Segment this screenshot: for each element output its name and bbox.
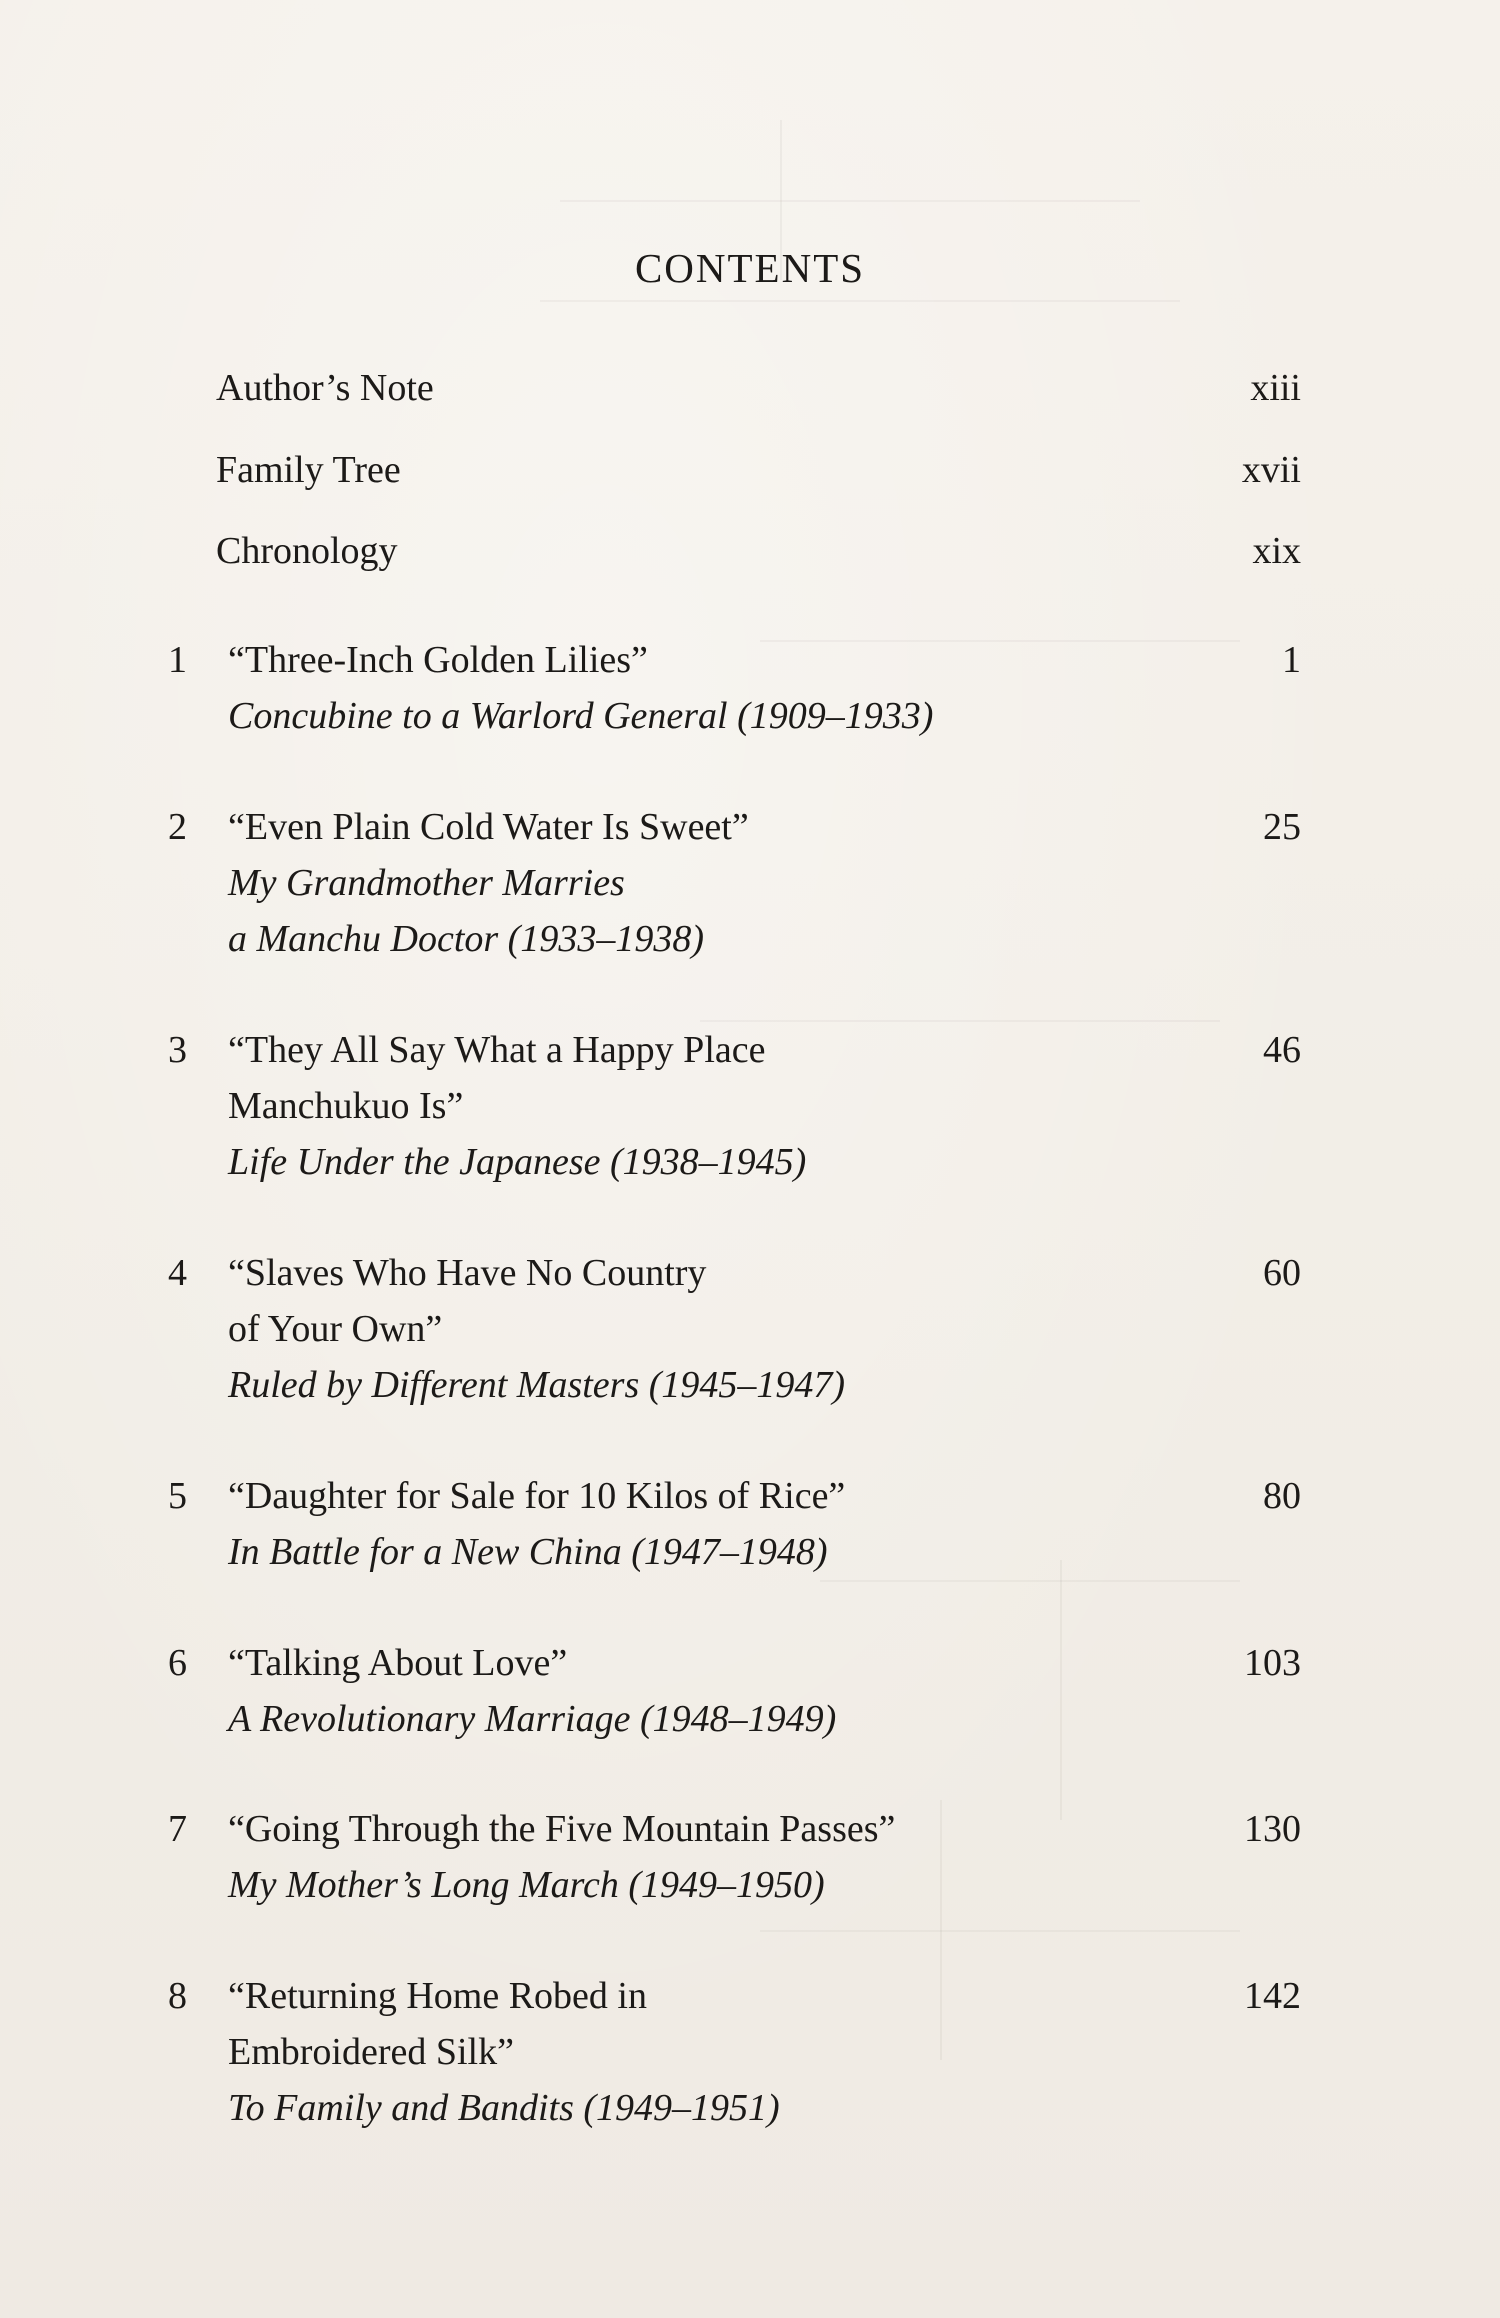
- chapter-page: 1: [1282, 639, 1301, 681]
- chapter-text: [228, 1801, 1128, 1913]
- chapter-subtitle-line: My Mother’s Long March (1949–1950): [228, 1864, 825, 1906]
- chapter-title-line: of Your Own”: [228, 1308, 443, 1350]
- chapter-subtitle-line: Life Under the Japanese (1938–1945): [228, 1141, 807, 1183]
- chapter-text: [228, 1245, 1128, 1413]
- chapter-subtitle-line: My Grandmother Marries: [228, 862, 625, 904]
- chapter-number: 3: [168, 1029, 187, 1071]
- chapter-page: 130: [1244, 1808, 1301, 1850]
- front-matter-entry[interactable]: [216, 448, 1301, 498]
- front-matter-entry[interactable]: [216, 529, 1301, 579]
- show-through-mark: [540, 300, 1180, 302]
- contents-heading: CONTENTS: [634, 245, 866, 291]
- chapter-subtitle-line: Ruled by Different Masters (1945–1947): [228, 1364, 846, 1406]
- chapter-text: [228, 1635, 1128, 1747]
- chapter-title-line: “Returning Home Robed in: [228, 1975, 647, 2017]
- chapter-page: 103: [1244, 1642, 1301, 1684]
- front-matter-label: Family Tree: [216, 449, 401, 491]
- chapter-title-line: “Going Through the Five Mountain Passes”: [228, 1808, 896, 1850]
- chapter-title-line: “Three-Inch Golden Lilies”: [228, 639, 648, 681]
- chapter-subtitle-line: To Family and Bandits (1949–1951): [228, 2087, 780, 2129]
- chapter-text: [228, 1022, 1128, 1190]
- chapter-title-line: “Talking About Love”: [228, 1642, 568, 1684]
- show-through-mark: [820, 1580, 1240, 1582]
- chapter-title-line: “Slaves Who Have No Country: [228, 1252, 707, 1294]
- chapter-text: [228, 1968, 1128, 2136]
- front-matter-page: xvii: [1241, 449, 1301, 491]
- front-matter-page: xix: [1252, 530, 1301, 572]
- chapter-number: 7: [168, 1808, 187, 1850]
- chapter-title-line: Manchukuo Is”: [228, 1085, 464, 1127]
- chapter-number: 1: [168, 639, 187, 681]
- show-through-mark: [760, 1930, 1240, 1932]
- chapter-text: [228, 799, 1128, 967]
- chapter-number: 6: [168, 1642, 187, 1684]
- chapter-number: 2: [168, 806, 187, 848]
- chapter-title-line: “Even Plain Cold Water Is Sweet”: [228, 806, 749, 848]
- front-matter-label: Chronology: [216, 530, 398, 572]
- chapter-subtitle-line: In Battle for a New China (1947–1948): [228, 1531, 828, 1573]
- chapter-subtitle-line: a Manchu Doctor (1933–1938): [228, 918, 704, 960]
- front-matter-label: Author’s Note: [216, 367, 434, 409]
- chapter-number: 4: [168, 1252, 187, 1294]
- front-matter-page: xiii: [1250, 367, 1301, 409]
- chapter-page: 46: [1263, 1029, 1301, 1071]
- chapter-subtitle-line: Concubine to a Warlord General (1909–1933): [228, 695, 934, 737]
- chapter-page: 25: [1263, 806, 1301, 848]
- chapter-text: [228, 1468, 1128, 1580]
- chapter-subtitle-line: A Revolutionary Marriage (1948–1949): [228, 1698, 837, 1740]
- chapter-title-line: “Daughter for Sale for 10 Kilos of Rice”: [228, 1475, 846, 1517]
- chapter-page: 80: [1263, 1475, 1301, 1517]
- chapter-title-line: “They All Say What a Happy Place: [228, 1029, 766, 1071]
- chapter-number: 5: [168, 1475, 187, 1517]
- show-through-mark: [560, 200, 1140, 202]
- front-matter-entry[interactable]: [216, 366, 1301, 416]
- chapter-title-line: Embroidered Silk”: [228, 2031, 514, 2073]
- chapter-number: 8: [168, 1975, 187, 2017]
- chapter-page: 142: [1244, 1975, 1301, 2017]
- chapter-page: 60: [1263, 1252, 1301, 1294]
- chapter-text: [228, 632, 1128, 744]
